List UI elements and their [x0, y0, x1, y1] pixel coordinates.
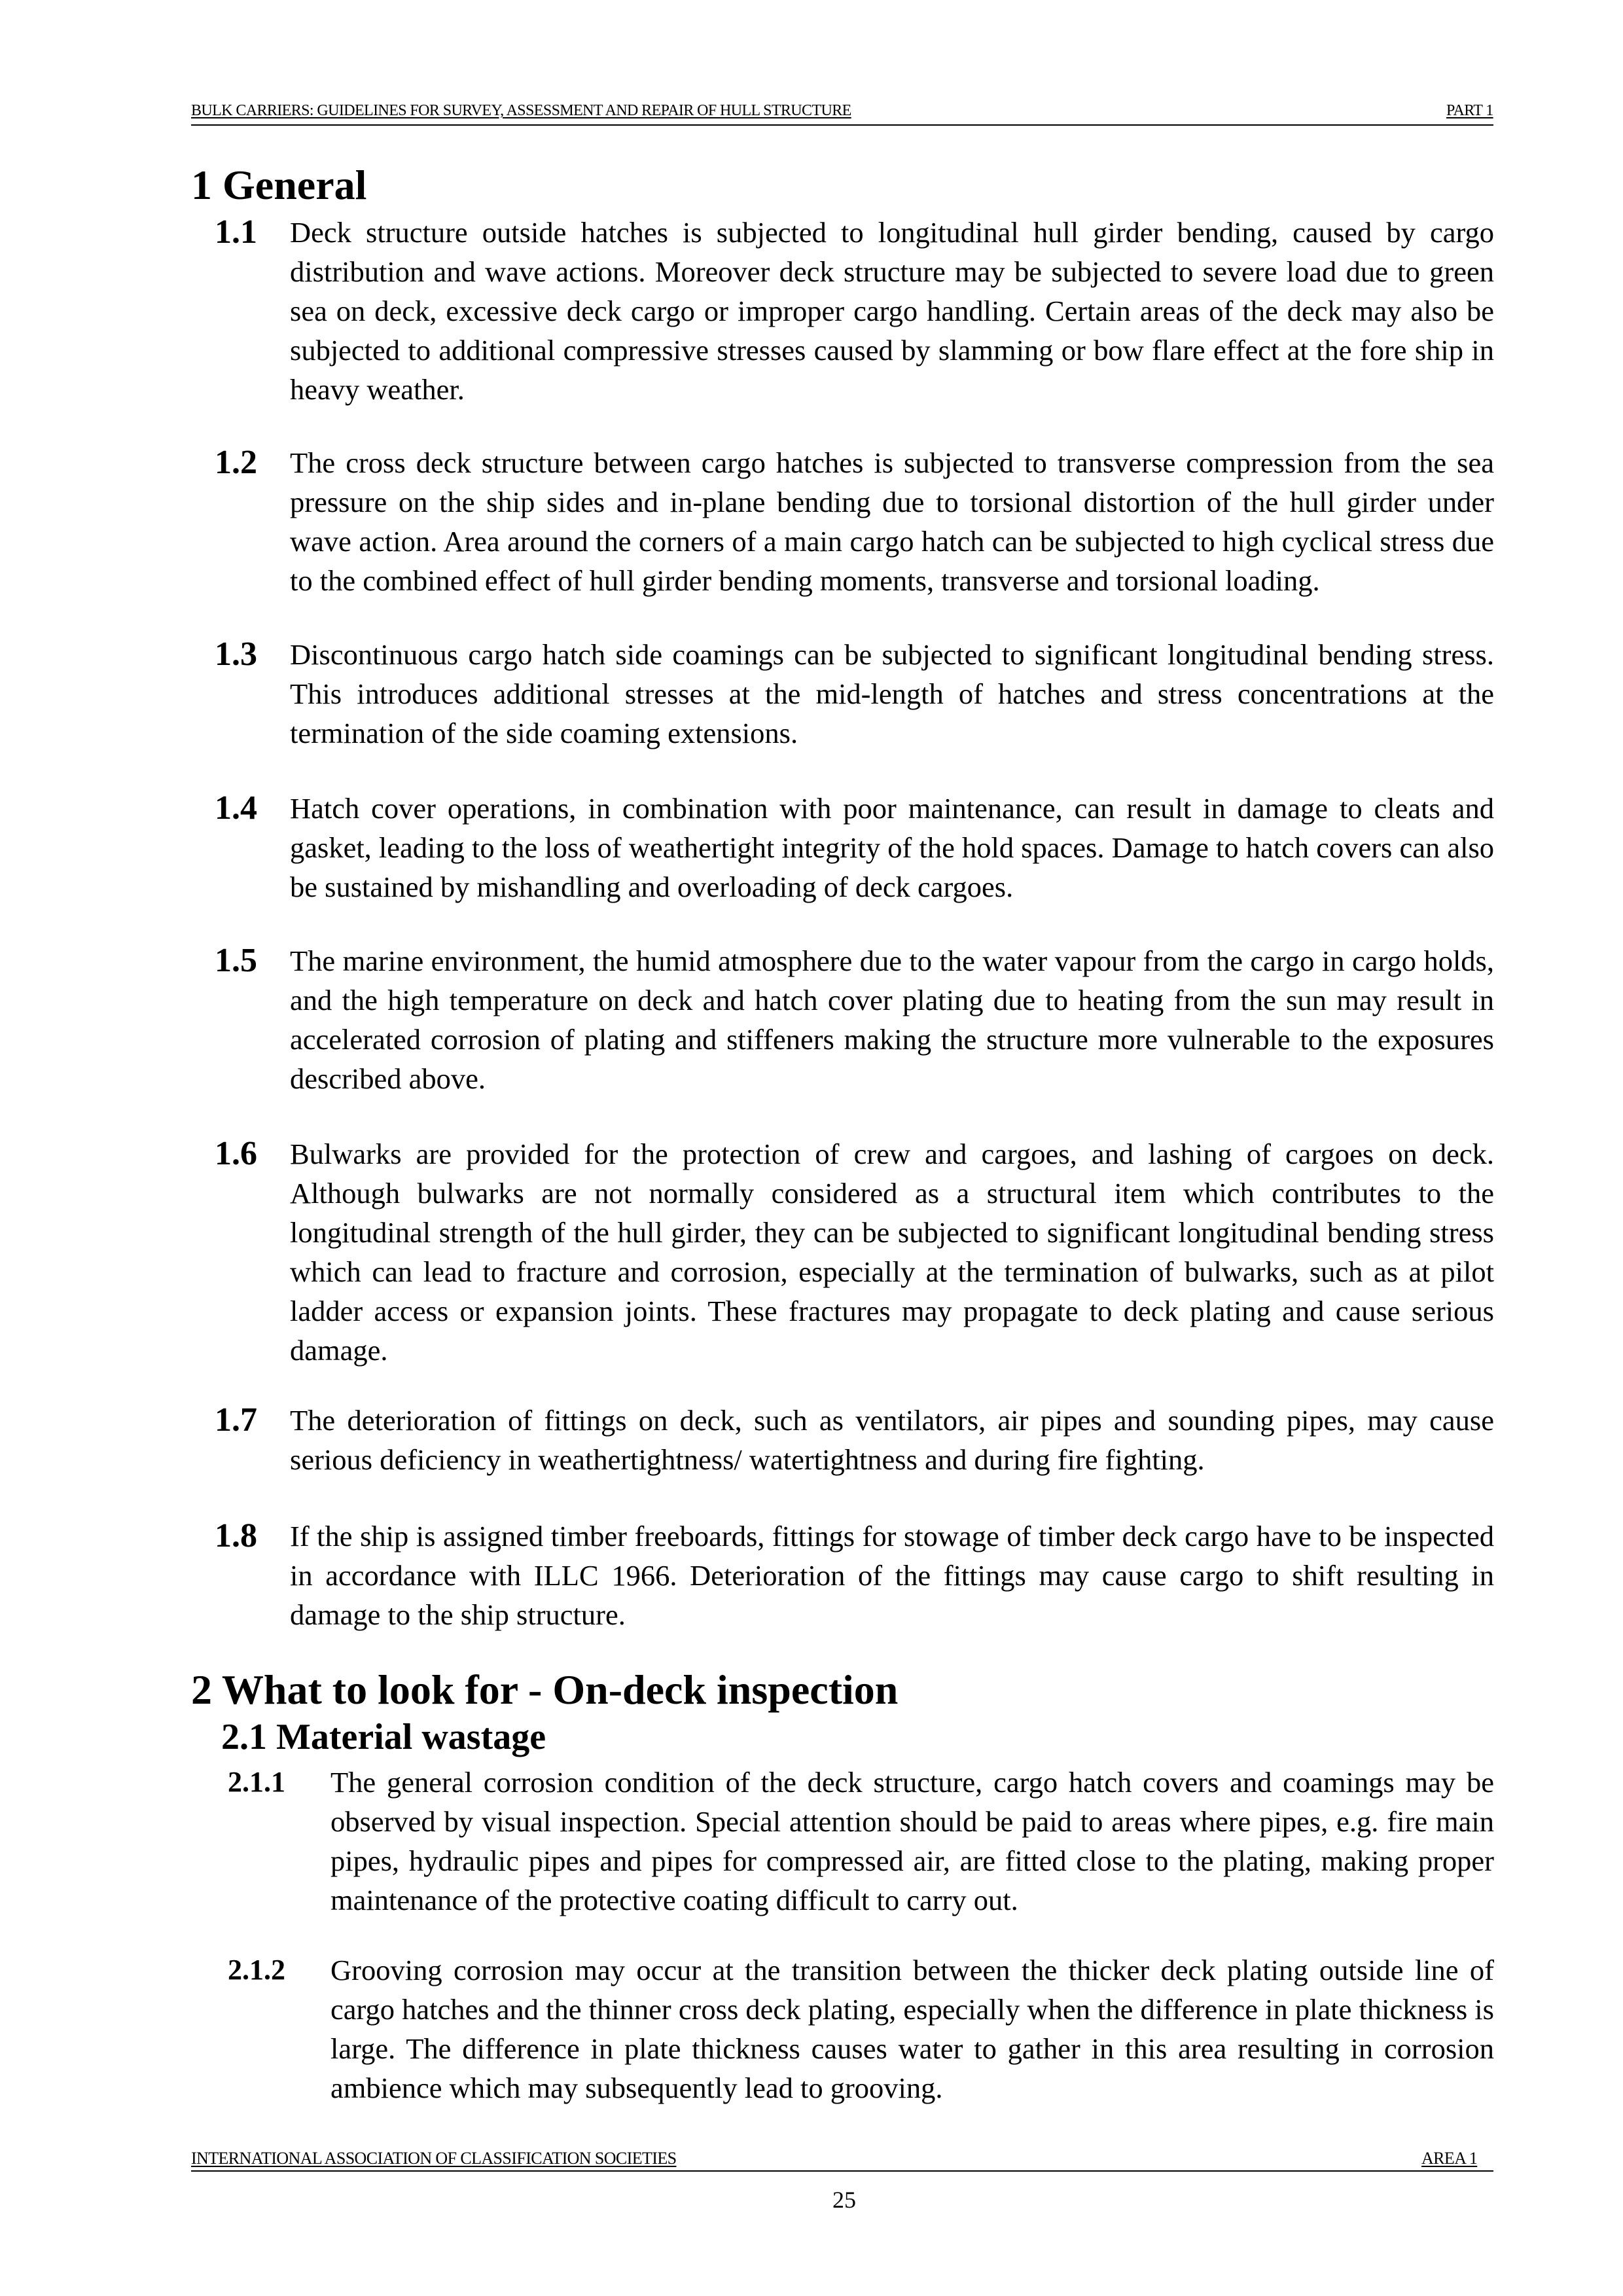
running-header-title: BULK CARRIERS: GUIDELINES FOR SURVEY, ASSESSMENT AND REPAIR OF HULL STRUCTURE: [191, 102, 851, 119]
paragraph-number: 2.1.2: [228, 1954, 285, 1986]
paragraph-number: 1.4: [215, 789, 257, 827]
paragraph-text: The deterioration of fittings on deck, such as ventilators, air pipes and sounding pipes, may cause serious deficiency in weathertightness/ watertightness and during fire fighting.: [290, 1404, 1494, 1476]
section-1-heading: 1 General: [191, 162, 367, 208]
paragraph-text: Deck structure outside hatches is subjected to longitudinal hull girder bending, caused by cargo distribution and wave actions. Moreover deck structure may be subjected to severe load due to green sea on deck, excessive deck cargo or improper cargo handling. Certain areas of the deck may also be subjected to additional compressive stresses caused by slamming or bow flare effect at the fore ship in heavy weather.: [290, 216, 1494, 406]
running-header-part: PART 1: [1446, 102, 1493, 119]
header-rule: [191, 124, 1493, 126]
paragraph-text: Discontinuous cargo hatch side coamings can be subjected to significant longitudinal bending stress. This introduces additional stresses at the mid-length of hatches and stress concentrations at the termination of the side coaming extensions.: [290, 638, 1494, 749]
paragraph-number: 1.3: [215, 636, 257, 673]
footer-rule: [191, 2170, 1493, 2172]
paragraph-text: If the ship is assigned timber freeboards, fittings for stowage of timber deck cargo have to be inspected in accordance with ILLC 1966. Deterioration of the fittings may cause cargo to shift resulting in damage to the ship structure.: [290, 1520, 1494, 1631]
paragraph-text: The marine environment, the humid atmosphere due to the water vapour from the cargo in cargo holds, and the high temperature on deck and hatch cover plating due to heating from the sun may result in accelerated corrosion of plating and stiffeners making the structure more vulnerable to the exposures described above.: [290, 944, 1494, 1095]
footer-area: AREA 1: [1421, 2149, 1478, 2168]
paragraph-number: 1.8: [215, 1517, 257, 1554]
section-2-heading: 2 What to look for - On-deck inspection: [191, 1666, 899, 1713]
paragraph-number: 2.1.1: [228, 1766, 285, 1798]
paragraph-number: 1.7: [215, 1401, 257, 1439]
page-number: 25: [832, 2187, 856, 2213]
paragraph-number: 1.2: [215, 444, 257, 481]
subsection-2-1-heading: 2.1 Material wastage: [221, 1717, 546, 1757]
paragraph-text: Hatch cover operations, in combination with poor maintenance, can result in damage to cleats and gasket, leading to the loss of weathertight integrity of the hold spaces. Damage to hatch covers can also be sustained by mishandling and overloading of deck cargoes.: [290, 792, 1495, 903]
paragraph-text: Bulwarks are provided for the protection of crew and cargoes, and lashing of cargoes on deck. Although bulwarks are not normally considered as a structural item which contributes to the longitudinal strength of the hull girder, they can be subjected to significant longitudinal bending stress which can lead to fracture and corrosion, especially at the termination of bulwarks, such as at pilot ladder access or expansion joints. These fractures may propagate to deck plating and cause serious damage.: [290, 1138, 1494, 1367]
paragraph-number: 1.6: [215, 1135, 257, 1172]
footer-organization: INTERNATIONAL ASSOCIATION OF CLASSIFICATION SOCIETIES: [191, 2149, 677, 2168]
paragraph-text: The general corrosion condition of the deck structure, cargo hatch covers and coamings may be observed by visual inspection. Special attention should be paid to areas where pipes, e.g. fire main pipes, hydraulic pipes and pipes for compressed air, are fitted close to the plating, making proper maintenance of the protective coating difficult to carry out.: [330, 1766, 1494, 1916]
paragraph-number: 1.5: [215, 942, 257, 979]
paragraph-number: 1.1: [215, 213, 257, 251]
paragraph-text: The cross deck structure between cargo hatches is subjected to transverse compression from the sea pressure on the ship sides and in-plane bending due to torsional distortion of the hull girder under wave action. Area around the corners of a main cargo hatch can be subjected to high cyclical stress due to the combined effect of hull girder bending moments, transverse and torsional loading.: [290, 446, 1494, 597]
paragraph-text: Grooving corrosion may occur at the transition between the thicker deck plating outside line of cargo hatches and the thinner cross deck plating, especially when the difference in plate thickness is large. The difference in plate thickness causes water to gather in this area resulting in corrosion ambience which may subsequently lead to grooving.: [330, 1954, 1494, 2104]
